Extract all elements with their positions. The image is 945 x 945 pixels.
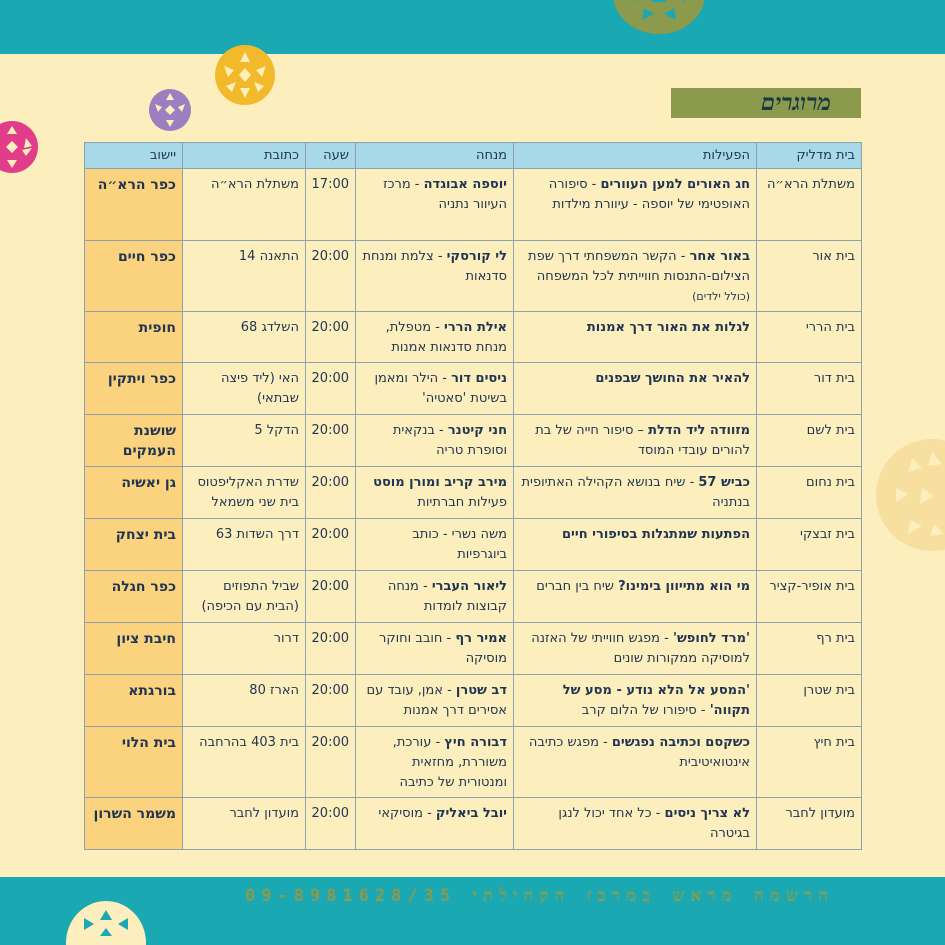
activity-cell bbox=[514, 169, 757, 241]
activity-cell bbox=[514, 675, 757, 727]
guide-cell bbox=[356, 363, 514, 415]
settlement-name: חופית bbox=[138, 320, 176, 336]
event-address: האי (ליד פיצה שבתאי) bbox=[220, 371, 299, 406]
table-row bbox=[85, 169, 862, 241]
time-cell bbox=[306, 519, 356, 571]
table-row bbox=[85, 312, 862, 363]
house-cell bbox=[757, 415, 862, 467]
settlement-cell bbox=[85, 727, 183, 798]
guide-name: יוספה אבוגדה bbox=[423, 177, 507, 192]
guide-name: ניסים דור bbox=[451, 371, 507, 386]
address-note: (הבית עם הכיפה) bbox=[201, 599, 299, 614]
event-address: בית 403 בהרחבה bbox=[199, 735, 299, 750]
guide-cell bbox=[356, 467, 514, 519]
header-address: כתובת bbox=[183, 143, 306, 169]
event-time: 20:00 bbox=[311, 527, 349, 542]
settlement-cell bbox=[85, 169, 183, 241]
guide-name: דב שטרן bbox=[455, 683, 507, 698]
time-cell bbox=[306, 363, 356, 415]
activity-cell bbox=[514, 571, 757, 623]
house-name: בית נחום bbox=[806, 475, 855, 490]
house-name: מועדון לחבר bbox=[785, 806, 855, 821]
settlement-name: בורגתא bbox=[128, 683, 176, 699]
settlement-cell bbox=[85, 241, 183, 312]
activity-title: להאיר את החושך שבפנים bbox=[595, 371, 750, 386]
activity-cell bbox=[514, 363, 757, 415]
settlement-name: כפר חגלה bbox=[111, 579, 176, 595]
house-name: בית רף bbox=[816, 631, 855, 646]
settlement-cell bbox=[85, 623, 183, 675]
event-time: 20:00 bbox=[311, 631, 349, 646]
settlement-name: בית יצחק bbox=[115, 527, 176, 543]
event-address: הדקל 5 bbox=[254, 423, 299, 438]
activity-cell bbox=[514, 312, 757, 363]
time-cell bbox=[306, 312, 356, 363]
house-cell bbox=[757, 169, 862, 241]
settlement-name: כפר ויתקין bbox=[107, 371, 176, 387]
guide-description: - מרכז העיוור נתניה bbox=[383, 177, 507, 212]
time-cell bbox=[306, 571, 356, 623]
yellow-pattern-ornament bbox=[214, 44, 276, 106]
guide-name: מירב קריב ומורן מוסט bbox=[373, 475, 507, 490]
table-row bbox=[85, 415, 862, 467]
event-time: 20:00 bbox=[311, 806, 349, 821]
event-time: 20:00 bbox=[311, 249, 349, 264]
time-cell bbox=[306, 727, 356, 798]
address-cell bbox=[183, 467, 306, 519]
address-cell bbox=[183, 571, 306, 623]
settlement-name: משמר השרון bbox=[93, 806, 176, 822]
guide-description: - מטפלת, מנחת סדנאות אמנות bbox=[385, 320, 507, 355]
activity-description: - שיח בנושא הקהילה האתיופית בנתניה bbox=[521, 475, 750, 510]
address-cell bbox=[183, 415, 306, 467]
settlement-name: גן יאשיה bbox=[121, 475, 176, 491]
activity-cell bbox=[514, 415, 757, 467]
activity-description: - מפגש כתיבה אינטואיטיבית bbox=[528, 735, 750, 770]
cream-pattern-ornament bbox=[872, 438, 945, 552]
guide-name: דבורה חיץ bbox=[444, 735, 507, 750]
guide-description: פעילות חברתיות bbox=[417, 495, 507, 510]
event-time: 20:00 bbox=[311, 423, 349, 438]
activity-description: - הקשר המשפחתי דרך שפת הצילום-התנסות חווייתית לכל המשפחה bbox=[528, 249, 750, 284]
activity-title: כביש 57 bbox=[698, 475, 750, 490]
event-address: שביל התפוזים bbox=[223, 579, 299, 594]
table-row bbox=[85, 571, 862, 623]
address-cell bbox=[183, 623, 306, 675]
header-activity: הפעילות bbox=[514, 143, 757, 169]
house-cell bbox=[757, 519, 862, 571]
event-time: 20:00 bbox=[311, 320, 349, 335]
activity-description: שיח בין חברים bbox=[536, 579, 619, 594]
activity-cell bbox=[514, 623, 757, 675]
guide-description: - חובב וחוקר מוסיקה bbox=[379, 631, 507, 666]
guide-cell bbox=[356, 571, 514, 623]
guide-description: - עורכת, משוררת, מחזאית ומנטורית של כתיבה bbox=[392, 735, 507, 790]
activity-title: חג האורים למען העוורים bbox=[600, 177, 750, 192]
time-cell bbox=[306, 169, 356, 241]
address-cell bbox=[183, 312, 306, 363]
settlement-cell bbox=[85, 312, 183, 363]
settlement-cell bbox=[85, 519, 183, 571]
table-row bbox=[85, 727, 862, 798]
activity-description: - סיפורה האופטימי של יוספה - עיוורת מילדות bbox=[548, 177, 750, 212]
house-name: בית אור bbox=[812, 249, 855, 264]
guide-description: - בנקאית וסופרת טריה bbox=[392, 423, 507, 458]
activity-cell bbox=[514, 798, 757, 850]
guide-name: חני קיטנר bbox=[447, 423, 507, 438]
event-time: 20:00 bbox=[311, 579, 349, 594]
activity-cell bbox=[514, 241, 757, 312]
house-name: בית אופיר-קציר bbox=[769, 579, 855, 594]
settlement-name: כפר הרא״ה bbox=[97, 177, 176, 193]
activity-description: - סיפורו של הלום קרב bbox=[581, 703, 710, 718]
olive-pattern-ornament bbox=[612, 0, 706, 38]
activity-cell bbox=[514, 467, 757, 519]
activity-title: הפתעות שמתגלות בסיפורי חיים bbox=[562, 527, 750, 542]
activity-title: באור אחר bbox=[689, 249, 750, 264]
activity-description: – סיפור חייה של בת להורים עובדי המוסד bbox=[535, 423, 750, 458]
guide-name: אילת הררי bbox=[444, 320, 507, 335]
table-row bbox=[85, 798, 862, 850]
header-time: שעה bbox=[306, 143, 356, 169]
time-cell bbox=[306, 415, 356, 467]
table-header-row bbox=[85, 143, 862, 169]
settlement-cell bbox=[85, 675, 183, 727]
house-cell bbox=[757, 623, 862, 675]
event-time: 20:00 bbox=[311, 475, 349, 490]
time-cell bbox=[306, 623, 356, 675]
page-title: מרוגרים bbox=[671, 88, 861, 118]
header-house: בית מדליק bbox=[757, 143, 862, 169]
house-cell bbox=[757, 467, 862, 519]
guide-cell bbox=[356, 675, 514, 727]
activity-cell bbox=[514, 519, 757, 571]
activity-title: 'מרד לחופש' bbox=[672, 631, 750, 646]
guide-cell bbox=[356, 415, 514, 467]
events-table bbox=[84, 142, 862, 850]
address-cell bbox=[183, 675, 306, 727]
table-row bbox=[85, 467, 862, 519]
event-address: השלדג 68 bbox=[240, 320, 299, 335]
top-band bbox=[0, 0, 945, 54]
address-cell bbox=[183, 727, 306, 798]
activity-title: לגלות את האור דרך אמנות bbox=[586, 320, 750, 335]
guide-description: - צלמת ומנחת סדנאות bbox=[362, 249, 507, 284]
house-cell bbox=[757, 675, 862, 727]
house-name: בית הררי bbox=[805, 320, 855, 335]
time-cell bbox=[306, 467, 356, 519]
address-cell bbox=[183, 798, 306, 850]
event-time: 20:00 bbox=[311, 683, 349, 698]
settlement-name: כפר חיים bbox=[117, 249, 176, 265]
pink-pattern-ornament bbox=[0, 118, 40, 176]
settlement-name: חיבת ציון bbox=[116, 631, 176, 647]
settlement-name: שושנת העמקים bbox=[122, 423, 176, 459]
activity-title: לא צריך ניסים bbox=[664, 806, 750, 821]
table-row bbox=[85, 363, 862, 415]
table-row bbox=[85, 623, 862, 675]
activity-title: מזוודה ליד הדלת bbox=[648, 423, 750, 438]
table-row bbox=[85, 519, 862, 571]
event-address: הארז 80 bbox=[249, 683, 299, 698]
header-settlement: יישוב bbox=[85, 143, 183, 169]
house-name: בית זבצקי bbox=[800, 527, 855, 542]
activity-title: 'המסע אל הלא נודע - מסע של תקווה' bbox=[562, 683, 750, 718]
settlement-cell bbox=[85, 415, 183, 467]
activity-cell bbox=[514, 727, 757, 798]
event-address: משתלת הרא״ה bbox=[210, 177, 299, 192]
house-cell bbox=[757, 363, 862, 415]
activity-title: כשקסם וכתיבה נפגשים bbox=[611, 735, 750, 750]
settlement-name: בית הלוי bbox=[121, 735, 176, 751]
event-address: התאנה 14 bbox=[238, 249, 299, 264]
guide-description: - הילר ומאמן בשיטת 'סאטיה' bbox=[374, 371, 507, 406]
event-time: 17:00 bbox=[311, 177, 349, 192]
house-name: בית דור bbox=[813, 371, 855, 386]
house-name: בית חיץ bbox=[813, 735, 855, 750]
guide-name: אמיר רף bbox=[455, 631, 507, 646]
guide-cell bbox=[356, 519, 514, 571]
house-name: משתלת הרא״ה bbox=[766, 177, 855, 192]
guide-cell bbox=[356, 312, 514, 363]
time-cell bbox=[306, 798, 356, 850]
header-guide: מנחה bbox=[356, 143, 514, 169]
guide-description: משה נשרי - כותב ביוגרפיות bbox=[412, 527, 507, 562]
time-cell bbox=[306, 241, 356, 312]
guide-name: ליאור העברי bbox=[431, 579, 507, 594]
time-cell bbox=[306, 675, 356, 727]
guide-description: - אמן, עובד עם אסירים דרך אמנות bbox=[366, 683, 507, 718]
event-time: 20:00 bbox=[311, 371, 349, 386]
settlement-cell bbox=[85, 467, 183, 519]
settlement-cell bbox=[85, 571, 183, 623]
house-cell bbox=[757, 312, 862, 363]
guide-name: יובל ביאליק bbox=[435, 806, 507, 821]
activity-note: (כולל ילדים) bbox=[692, 290, 750, 303]
house-name: בית לשם bbox=[806, 423, 855, 438]
settlement-cell bbox=[85, 798, 183, 850]
guide-name: לי קורסקי bbox=[446, 249, 507, 264]
address-cell bbox=[183, 241, 306, 312]
house-cell bbox=[757, 571, 862, 623]
settlement-cell bbox=[85, 363, 183, 415]
address-cell bbox=[183, 363, 306, 415]
address-cell bbox=[183, 169, 306, 241]
address-cell bbox=[183, 519, 306, 571]
purple-pattern-ornament bbox=[148, 88, 192, 132]
guide-cell bbox=[356, 798, 514, 850]
activity-description: - כל אחד יכול לנגן בגיטרה bbox=[558, 806, 750, 841]
guide-cell bbox=[356, 623, 514, 675]
table-row bbox=[85, 241, 862, 312]
event-address: שדרת האקליפטוס בית שני משמאל bbox=[197, 475, 299, 510]
activity-title: מי הוא מתייוון בימינו? bbox=[618, 579, 750, 594]
event-address: מועדון לחבר bbox=[229, 806, 299, 821]
event-time: 20:00 bbox=[311, 735, 349, 750]
guide-cell bbox=[356, 241, 514, 312]
house-cell bbox=[757, 798, 862, 850]
house-name: בית שטרן bbox=[803, 683, 855, 698]
event-address: דרור bbox=[273, 631, 299, 646]
house-cell bbox=[757, 727, 862, 798]
registration-footer: הרשמה מראש במרכז הקהילתי 09-8981628/35 bbox=[245, 886, 834, 906]
guide-cell bbox=[356, 727, 514, 798]
guide-cell bbox=[356, 169, 514, 241]
table-row bbox=[85, 675, 862, 727]
activity-description: - מפגש חווייתי של האזנה למוסיקה ממקורות שונים bbox=[531, 631, 750, 666]
house-cell bbox=[757, 241, 862, 312]
event-address: דרך השדות 63 bbox=[215, 527, 299, 542]
guide-description: - מוסיקאי bbox=[378, 806, 436, 821]
guide-description: - מנחה קבוצות לומדות bbox=[387, 579, 507, 614]
